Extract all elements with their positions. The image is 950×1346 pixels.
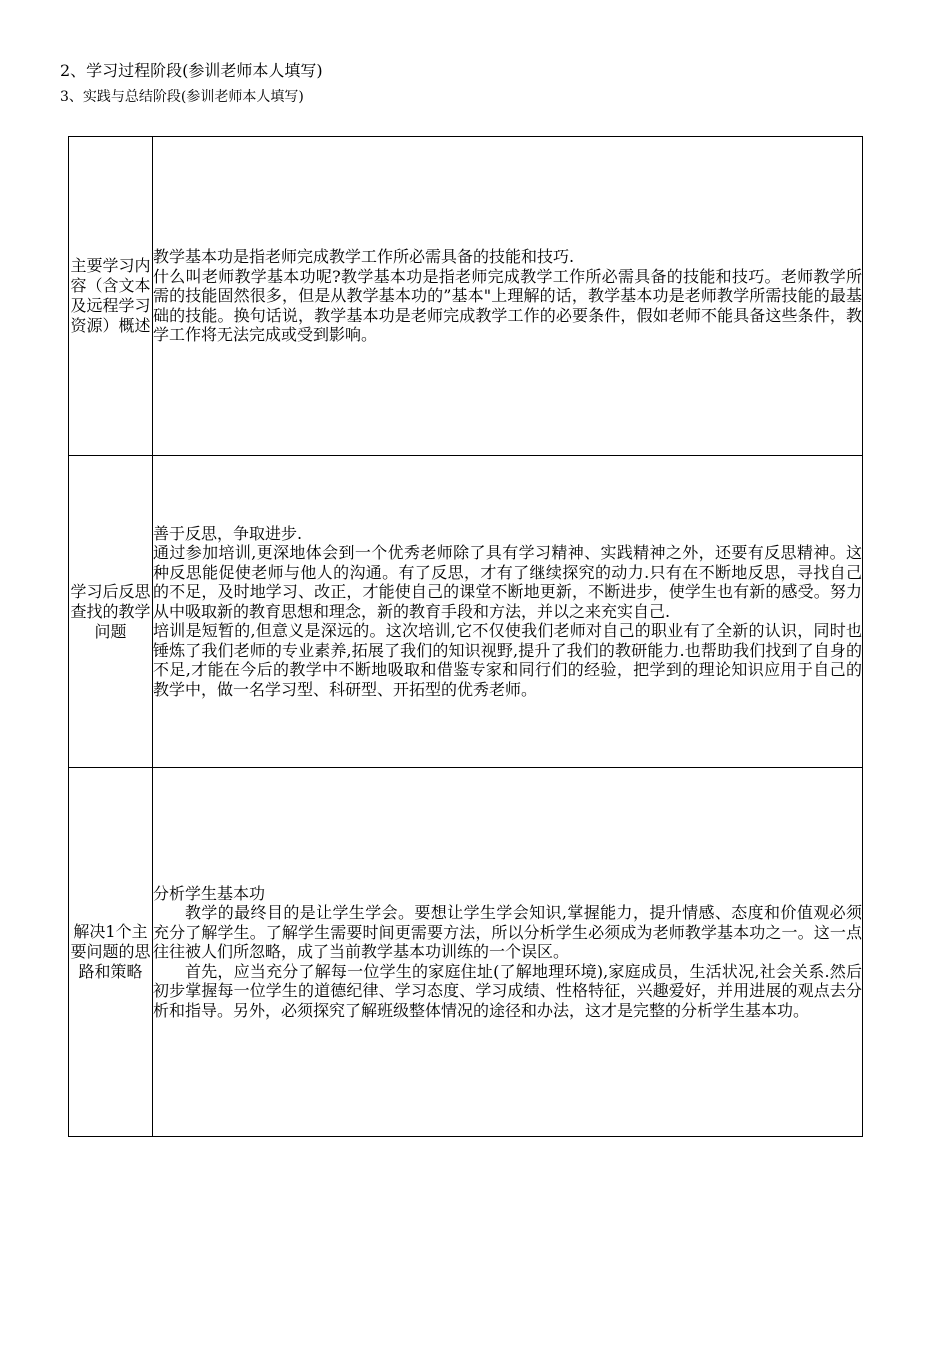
table-row [69,456,863,768]
row-content-learning-content [153,137,863,456]
content-paragraph: 通过参加培训,更深地体会到一个优秀老师除了具有学习精神、实践精神之外，还要有反思精神。这种反思能促使老师与他人的沟通。有了反思，才有了继续探究的动力.只有在不断地反思，寻找自己的不足，及时地学习、改正，才能使自己的课堂不断地更新，不断进步，使学生也有新的感受。努力从中吸取新的教育思想和理念，新的教育手段和方法，并以之来充实自己. [153,543,862,621]
row-label-text: 学习后反思查找的教学问题 [70,581,151,641]
content-paragraph: 什么叫老师教学基本功呢?教学基本功是指老师完成教学工作所必需具备的技能和技巧。老师教学所需的技能固然很多，但是从教学基本功的”基本"上理解的话，教学基本功是老师教学所需技能的最基础的技能。换句话说，教学基本功是老师完成教学工作的必要条件，假如老师不能具备这些条件，教学工作将无法完成或受到影响。 [153,266,862,345]
stage-3-heading: 3、实践与总结阶段(参训老师本人填写) [60,89,304,105]
row-label-learning-content [69,137,153,456]
content-paragraph: 善于反思，争取进步. [153,523,303,543]
content-paragraph: 培训是短暂的,但意义是深远的。这次培训,它不仅使我们老师对自己的职业有了全新的认识，同时也锤炼了我们老师的专业素养,拓展了我们的知识视野,提升了我们的教研能力.也帮助我们找到了自身的不足,才能在今后的教学中不断地吸取和借鉴专家和同行们的经验，把学到的理论知识应用于自己的教学中，做一名学习型、科研型、开拓型的优秀老师。 [153,621,862,699]
row-label-reflection [69,456,153,768]
content-paragraph: 教学的最终目的是让学生学会。要想让学生学会知识,掌握能力，提升情感、态度和价值观必须充分了解学生。了解学生需要时间更需要方法，所以分析学生必须成为老师教学基本功之一。这一点往往被人们所忽略，成了当前教学基本功训练的一个误区。 [153,903,862,962]
row-label-text: 主要学习内容（含文本及远程学习资源）概述 [70,256,151,335]
row-label-strategy [69,768,153,1137]
content-paragraph: 教学基本功是指老师完成教学工作所必需具备的技能和技巧. [153,247,575,267]
row-label-text: 解决1个主要问题的思路和策略 [70,922,151,981]
content-paragraph: 分析学生基本功 [153,883,266,903]
table-row [69,137,863,456]
stage-2-heading: 2、学习过程阶段(参训老师本人填写) [60,61,323,80]
row-content-reflection [153,456,863,768]
table-row [69,768,863,1137]
content-paragraph: 首先，应当充分了解每一位学生的家庭住址(了解地理环境),家庭成员，生活状况,社会关系.然后初步掌握每一位学生的道德纪律、学习态度、学习成绩、性格特征，兴趣爱好，并用进展的观点去分析和指导。另外，必须探究了解班级整体情况的途径和办法，这才是完整的分析学生基本功。 [153,961,862,1020]
training-summary-table [68,136,863,1137]
row-content-strategy [153,768,863,1137]
